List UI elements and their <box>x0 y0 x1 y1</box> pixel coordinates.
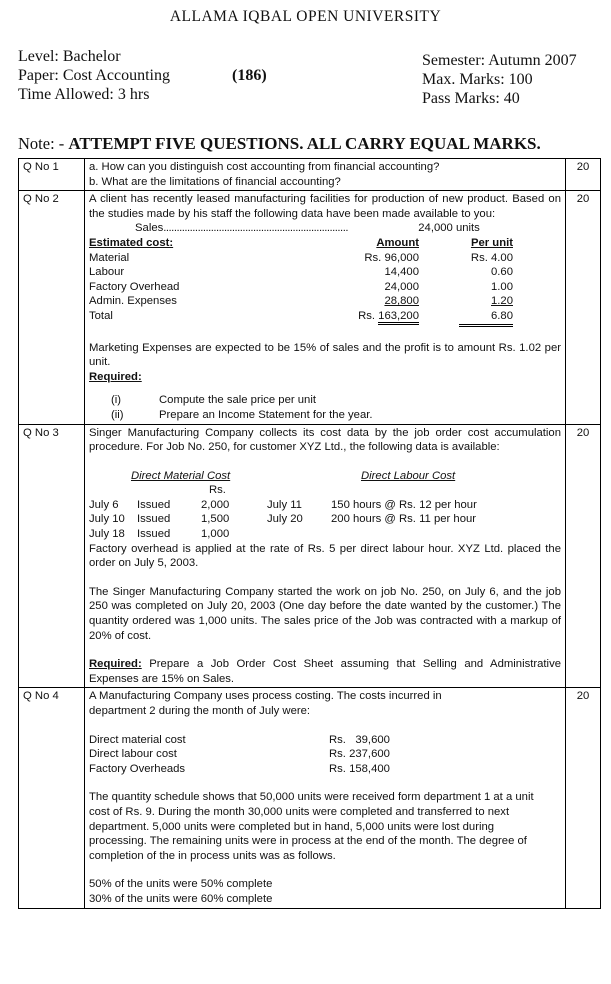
per-unit-header: Per unit <box>470 236 513 249</box>
direct-labour-header: Direct Labour Cost <box>361 469 456 482</box>
required-label: Required: <box>89 658 142 671</box>
requirement-text: Prepare a Job Order Cost Sheet assuming that Selling and Administrative Expenses are 15% on Sales. <box>89 658 561 685</box>
sales-label: Sales <box>135 222 164 235</box>
cost-line <box>89 733 561 748</box>
q3-cost-headers <box>89 469 561 484</box>
pass-marks-text: Pass Marks: 40 <box>422 90 520 107</box>
cost-total-row <box>89 309 561 327</box>
question-marks: 20 <box>566 159 601 191</box>
material-row <box>89 527 561 542</box>
q4-costs <box>89 733 561 777</box>
rs-label: Rs. <box>209 484 226 497</box>
labour-description: 150 hours @ Rs. 12 per hour <box>331 498 477 511</box>
sales-leader: ...................................................................... <box>163 222 348 235</box>
requirement-text: Prepare an Income Statement for the year. <box>159 408 373 421</box>
header-right <box>422 51 577 108</box>
cost-amount: 24,000 <box>384 280 419 293</box>
time-text: Time Allowed: 3 hrs <box>18 86 150 103</box>
q3-paragraph: The Singer Manufacturing Company started the work on job No. 250, on July 6, and the job 250 was completed on July 20, 2003 (One day before the date wanted by the customer.) The quantity ordered was 1,000 units. The sales price of the Job was contracted with a markup of 20% of cost. <box>89 585 561 642</box>
requirement-number: (i) <box>111 394 122 407</box>
instructions-note <box>18 134 541 154</box>
question-marks: 20 <box>566 191 601 424</box>
rs-unit-row <box>89 483 561 498</box>
requirement-item <box>89 393 561 408</box>
requirement-item <box>89 408 561 423</box>
note-text: ATTEMPT FIVE QUESTIONS. ALL CARRY EQUAL MARKS. <box>68 134 541 153</box>
cost-amount: 14,400 <box>384 266 419 279</box>
material-amount: 1,000 <box>201 528 230 541</box>
labour-date: July 20 <box>267 513 303 526</box>
cost-per-unit: Rs. 4.00 <box>470 251 513 264</box>
q3-intro: Singer Manufacturing Company collects its cost data by the job order cost accumulation procedure. For Job No. 250, for customer XYZ Ltd., the following data is available: <box>89 426 561 454</box>
cost-name: Admin. Expenses <box>89 295 177 308</box>
q1-part-b: b. What are the limitations of financial accounting? <box>89 175 341 188</box>
material-date: July 18 <box>89 528 125 541</box>
q3-requirement <box>89 657 561 686</box>
note-prefix: Note: - <box>18 134 69 153</box>
total-per-unit: 6.80 <box>459 309 513 327</box>
material-amount: 2,000 <box>201 498 230 511</box>
amount-header: Amount <box>376 236 419 249</box>
requirement-number: (ii) <box>111 408 124 421</box>
sales-value: 24,000 units <box>418 222 480 235</box>
cost-amount: Rs. 158,400 <box>329 762 390 775</box>
total-prefix: Rs. <box>358 309 379 322</box>
paper-code: (186) <box>232 67 267 84</box>
cost-per-unit: 1.00 <box>491 280 513 293</box>
q4-pct-1: 50% of the units were 50% complete <box>89 878 273 891</box>
level-text: Level: Bachelor <box>18 48 121 65</box>
question-body <box>85 159 566 191</box>
question-row-1 <box>19 159 601 191</box>
total-amount: 163,200 <box>378 310 419 325</box>
direct-material-header: Direct Material Cost <box>131 469 231 482</box>
paper-line <box>18 66 267 85</box>
cost-name: Factory Overhead <box>89 280 180 293</box>
material-date: July 6 <box>89 498 119 511</box>
q4-pct-2: 30% of the units were 60% complete <box>89 892 273 905</box>
question-number: Q No 1 <box>19 159 85 191</box>
cost-name: Direct labour cost <box>89 748 177 761</box>
material-labour-row <box>89 512 561 527</box>
cost-header-row <box>89 236 561 251</box>
labour-description: 200 hours @ Rs. 11 per hour <box>331 513 477 526</box>
question-row-4 <box>19 688 601 908</box>
cost-amount: Rs. 237,600 <box>329 748 390 761</box>
semester-text: Semester: Autumn 2007 <box>422 52 577 69</box>
q4-intro: A Manufacturing Company uses process costing. The costs incurred in department 2 during the month of July were: <box>89 690 442 717</box>
cost-name: Direct material cost <box>89 733 186 746</box>
cost-per-unit: 0.60 <box>491 266 513 279</box>
cost-row <box>89 265 561 280</box>
material-action: Issued <box>137 513 171 526</box>
question-body <box>85 688 566 908</box>
required-label: Required: <box>89 370 142 383</box>
estimated-cost-label: Estimated cost: <box>89 236 174 249</box>
question-body <box>85 191 566 424</box>
cost-amount: Rs. 96,000 <box>364 251 419 264</box>
cost-name: Material <box>89 251 130 264</box>
q2-marketing: Marketing Expenses are expected to be 15% of sales and the profit is to amount Rs. 1.02 per unit. <box>89 341 561 369</box>
cost-row <box>89 280 561 295</box>
labour-date: July 11 <box>267 498 302 511</box>
requirement-text: Compute the sale price per unit <box>159 394 316 407</box>
questions-table <box>18 158 601 909</box>
question-marks: 20 <box>566 688 601 908</box>
material-action: Issued <box>137 498 171 511</box>
total-label: Total <box>89 309 113 322</box>
question-row-2 <box>19 191 601 424</box>
cost-row <box>89 294 561 309</box>
cost-line <box>89 747 561 762</box>
university-title: ALLAMA IQBAL OPEN UNIVERSITY <box>169 8 442 25</box>
question-number: Q No 2 <box>19 191 85 424</box>
cost-line <box>89 762 561 777</box>
header-left <box>18 47 267 104</box>
material-labour-row <box>89 498 561 513</box>
cost-per-unit: 1.20 <box>491 295 513 308</box>
max-marks-text: Max. Marks: 100 <box>422 71 533 88</box>
cost-amount: 28,800 <box>384 295 419 308</box>
q1-part-a: a. How can you distinguish cost accounting from financial accounting? <box>89 161 440 173</box>
paper-text: Paper: Cost Accounting <box>18 67 170 84</box>
question-number: Q No 3 <box>19 424 85 688</box>
q3-overhead: Factory overhead is applied at the rate of Rs. 5 per direct labour hour. XYZ Ltd. placed the order on July 5, 2003. <box>89 542 561 570</box>
cost-amount: Rs. 39,600 <box>329 733 390 746</box>
material-amount: 1,500 <box>201 513 230 526</box>
question-number: Q No 4 <box>19 688 85 908</box>
question-row-3 <box>19 424 601 688</box>
question-body <box>85 424 566 688</box>
sales-line <box>89 221 561 236</box>
cost-name: Factory Overheads <box>89 762 186 775</box>
material-date: July 10 <box>89 513 125 526</box>
question-marks: 20 <box>566 424 601 688</box>
cost-row <box>89 251 561 266</box>
q4-paragraph: The quantity schedule shows that 50,000 units were received form department 1 at a unit cost of Rs. 9. During the month 30,000 units were completed and transferred to next department. 5,000 units were completed but in hand, 5,000 units were lost during processing. The remaining units were in process at the end of the month. The degree of completion of the in process units was as follows. <box>89 791 534 862</box>
material-action: Issued <box>137 528 171 541</box>
q2-intro: A client has recently leased manufacturing facilities for production of new product. Based on the studies made by his staff the following data have been made available to you: <box>89 193 561 220</box>
cost-name: Labour <box>89 266 125 279</box>
